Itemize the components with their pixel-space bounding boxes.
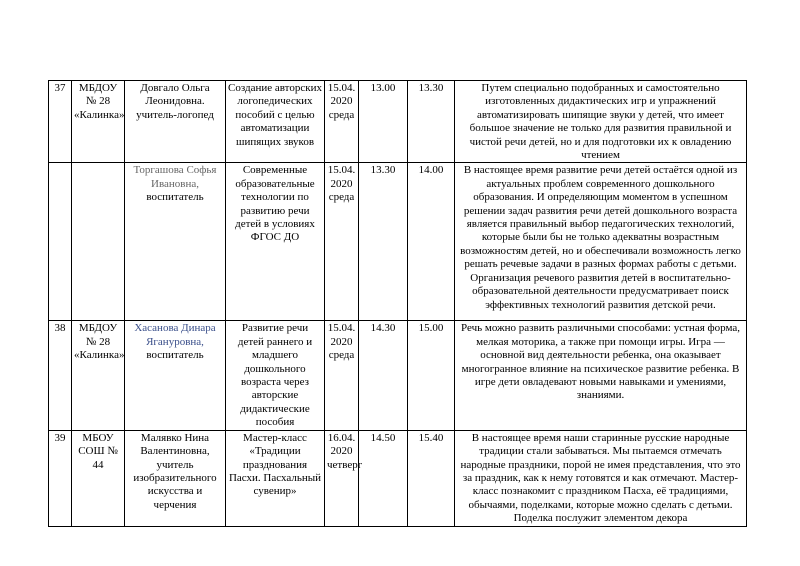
- description-cell: В настоящее время наши старинные русские народные традиции стали забываться. Мы пытаемся отмечать народные праздники, порой не имея представления, что это за праздник, как к нему готовятся и как отмечают. Мастер-класс познакомит с праздником Пасха, её традициями, обычаями, поделками, которые можно сделать с детьми. Поделка послужит элементом декора: [455, 430, 747, 526]
- topic-cell: Развитие речи детей раннего и младшего дошкольного возраста через авторские дидактические пособия: [226, 321, 325, 430]
- teacher-role: воспитатель: [146, 349, 204, 362]
- teacher-role: учитель-логопед: [136, 108, 214, 121]
- description-cell: В настоящее время развитие речи детей остаётся одной из актуальных проблем современного дошкольного образования. И определяющим моментом в успешном решении задач развития речи детей дошкольного возраста является правильный выбор педагогических технологий, которые были бы не только адекватны возрастным возможностям детей, но и обеспечивали возможность легко решать речевые задачи в разных формах работы с детьми. Организация речевого развития детей в воспитательно- образовательной деятельности предусматривает поиск эффективных технологий развития детской речи.: [455, 163, 747, 321]
- institution-cell: [72, 163, 125, 321]
- time-end-cell: 13.30: [408, 81, 455, 163]
- date-cell: 16.04. 2020 четверг: [325, 430, 359, 526]
- row-number: 38: [49, 321, 72, 430]
- table-row: [49, 321, 747, 430]
- time-start-cell: 13.30: [359, 163, 408, 321]
- teacher-cell: [125, 81, 226, 163]
- time-start-cell: 14.50: [359, 430, 408, 526]
- date-cell: 15.04. 2020 среда: [325, 81, 359, 163]
- institution-cell: МБОУ СОШ № 44: [72, 430, 125, 526]
- institution-cell: МБДОУ № 28 «Калинка»: [72, 321, 125, 430]
- table-row: [49, 163, 747, 321]
- teacher-name: Хасанова Динара Ягануровна,: [134, 322, 216, 348]
- row-number: 39: [49, 430, 72, 526]
- time-end-cell: 15.40: [408, 430, 455, 526]
- description-cell: Речь можно развить различными способами: устная форма, мелкая моторика, а также при помощи игры. Игра — основной вид деятельности ребенка, она оказывает многогранное влияние на психическое развитие ребенка. В игре дети овладевают новыми навыками и умениями, знаниями.: [455, 321, 747, 430]
- topic-cell: Мастер-класс «Традиции празднования Пасхи. Пасхальный сувенир»: [226, 430, 325, 526]
- topic-cell: Современные образовательные технологии по развитию речи детей в условиях ФГОС ДО: [226, 163, 325, 321]
- teacher-role: воспитатель: [146, 191, 204, 204]
- teacher-role: учитель изобразительного искусства и черчения: [133, 458, 217, 511]
- teacher-name: Торгашова Софья Ивановна,: [133, 164, 217, 190]
- teacher-cell: [125, 163, 226, 321]
- topic-cell: Создание авторских логопедических пособий с целью автоматизации шипящих звуков: [226, 81, 325, 163]
- teacher-cell: [125, 430, 226, 526]
- date-cell: 15.04. 2020 среда: [325, 321, 359, 430]
- table-row: [49, 81, 747, 163]
- time-end-cell: 14.00: [408, 163, 455, 321]
- teacher-name: Довгало Ольга Леонидовна.: [140, 82, 210, 108]
- time-end-cell: 15.00: [408, 321, 455, 430]
- row-number: [49, 163, 72, 321]
- time-start-cell: 14.30: [359, 321, 408, 430]
- description-cell: Путем специально подобранных и самостоятельно изготовленных дидактических игр и упражнений автоматизировать шипящие звуки у детей, что имеет большое значение не только для развития правильной и чистой речи детей, но и для подготовки их к овладению чтением: [455, 81, 747, 163]
- row-number: 37: [49, 81, 72, 163]
- table-row: [49, 430, 747, 526]
- schedule-table: [48, 80, 747, 527]
- institution-cell: МБДОУ № 28 «Калинка»: [72, 81, 125, 163]
- teacher-cell: [125, 321, 226, 430]
- time-start-cell: 13.00: [359, 81, 408, 163]
- teacher-name: Малявко Нина Валентиновна,: [140, 431, 210, 458]
- date-cell: 15.04. 2020 среда: [325, 163, 359, 321]
